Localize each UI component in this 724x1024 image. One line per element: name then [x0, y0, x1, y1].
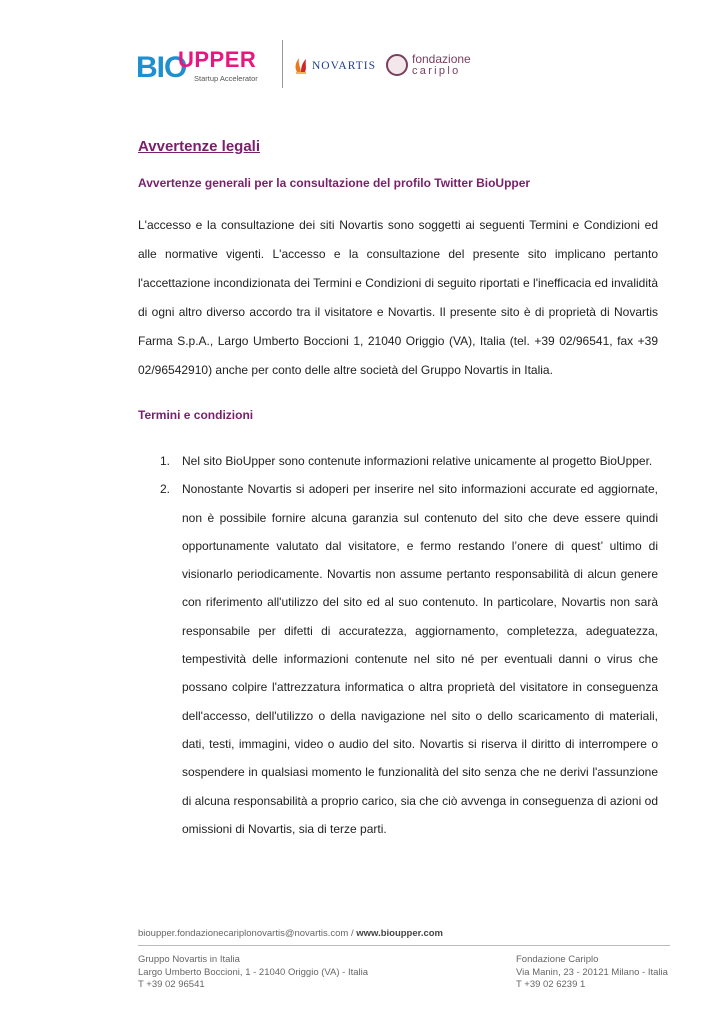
footer-left-line3: T +39 02 96541: [138, 979, 205, 990]
footer-contact-line: [138, 928, 443, 939]
cariplo-logo-line1: fondazione: [412, 52, 471, 66]
cariplo-logo-line2: cariplo: [412, 65, 461, 77]
bioupper-logo: [136, 48, 276, 88]
terms-item-number: 1.: [160, 454, 171, 468]
footer-right-line1: Fondazione Cariplo: [516, 954, 599, 965]
header-logos: [136, 40, 496, 92]
terms-item-number: 2.: [160, 482, 171, 497]
terms-item-text: Nonostante Novartis si adoperi per inserire nel sito informazioni accurate ed aggiornate, non è possibile fornire alcuna garanzia sul contenuto del sito che deve essere quindi opportunamente valutato dal visitatore, e fermo restando l’onere di quest’ ultimo di visionarlo periodicamente. Novartis non assume pertanto responsabilità di alcun genere con riferimento all'utilizzo del sito ed al suo contenuto. In particolare, Novartis non sarà responsabile per difetti di accuratezza, aggiornamento, completezza, adeguatezza, tempestività delle informazioni contenute nel sito né per eventuali danni o virus che possano colpire l'attrezzatura informatica o altra proprietà del visitatore in conseguenza dell'accesso, dell'utilizzo o della navigazione nel sito o dello scaricamento di materiali, dati, testi, immagini, video o audio del sito. Novartis si riserva il diritto di interrompere o sospendere in qualsiasi momento le funzionalità del sito senza che ne derivi l'assunzione di alcuna responsabilità a proprio carico, sia che ciò avvenga in conseguenza di azioni od omissioni di Novartis, sia di terze parti.: [182, 482, 658, 836]
footer-left-line2: Largo Umberto Boccioni, 1 - 21040 Origgio (VA) - Italia: [138, 966, 369, 978]
page-title: Avvertenze legali: [138, 138, 260, 155]
bioupper-logo-upper: UPPER: [178, 47, 257, 72]
page-footer: [138, 928, 670, 998]
terms-item-text: Nel sito BioUpper sono contenute informazioni relative unicamente al progetto BioUpper.: [182, 454, 653, 468]
footer-divider: [138, 945, 670, 946]
footer-left-line1: Gruppo Novartis in Italia: [138, 954, 240, 965]
cariplo-logo: [386, 52, 496, 82]
novartis-logo: [294, 56, 386, 76]
novartis-logo-text: NOVARTIS: [312, 60, 376, 72]
footer-email-link[interactable]: bioupper.fondazionecariplonovartis@novartis.com: [138, 928, 349, 939]
novartis-flame-icon: [294, 56, 308, 74]
footer-novartis-address: [138, 954, 368, 992]
terms-list-item: [138, 447, 658, 475]
page-subtitle: Avvertenze generali per la consultazione del profilo Twitter BioUpper: [138, 176, 531, 190]
footer-right-line3: T +39 02 6239 1: [516, 979, 586, 990]
logo-divider: [282, 40, 283, 88]
footer-cariplo-address: [516, 954, 668, 992]
terms-list-item: [138, 475, 658, 843]
cariplo-seal-icon: [386, 54, 408, 76]
section-title-terms: Termini e condizioni: [138, 408, 254, 422]
bioupper-logo-bio: BIO: [136, 51, 187, 84]
footer-separator: /: [350, 928, 354, 939]
intro-paragraph: L'accesso e la consultazione dei siti Novartis sono soggetti ai seguenti Termini e Condizioni ed alle normative vigenti. L'accesso e la consultazione del presente sito implicano pertanto l'accettazione incondizionata dei Termini e Condizioni di seguito riportati e l'inefficacia ed invalidità di ogni altro diverso accordo tra il visitatore e Novartis. Il presente sito è di proprietà di Novartis Farma S.p.A., Largo Umberto Boccioni 1, 21040 Origgio (VA), Italia (tel. +39 02/96541, fax +39 02/96542910) anche per conto delle altre società del Gruppo Novartis in Italia.: [138, 218, 658, 377]
bioupper-logo-tagline: Startup Accelerator: [194, 74, 258, 83]
terms-list: [138, 447, 658, 843]
footer-right-line2: Via Manin, 23 - 20121 Milano - Italia: [516, 966, 668, 978]
document-body: [138, 137, 658, 843]
footer-website-link[interactable]: www.bioupper.com: [356, 928, 443, 939]
